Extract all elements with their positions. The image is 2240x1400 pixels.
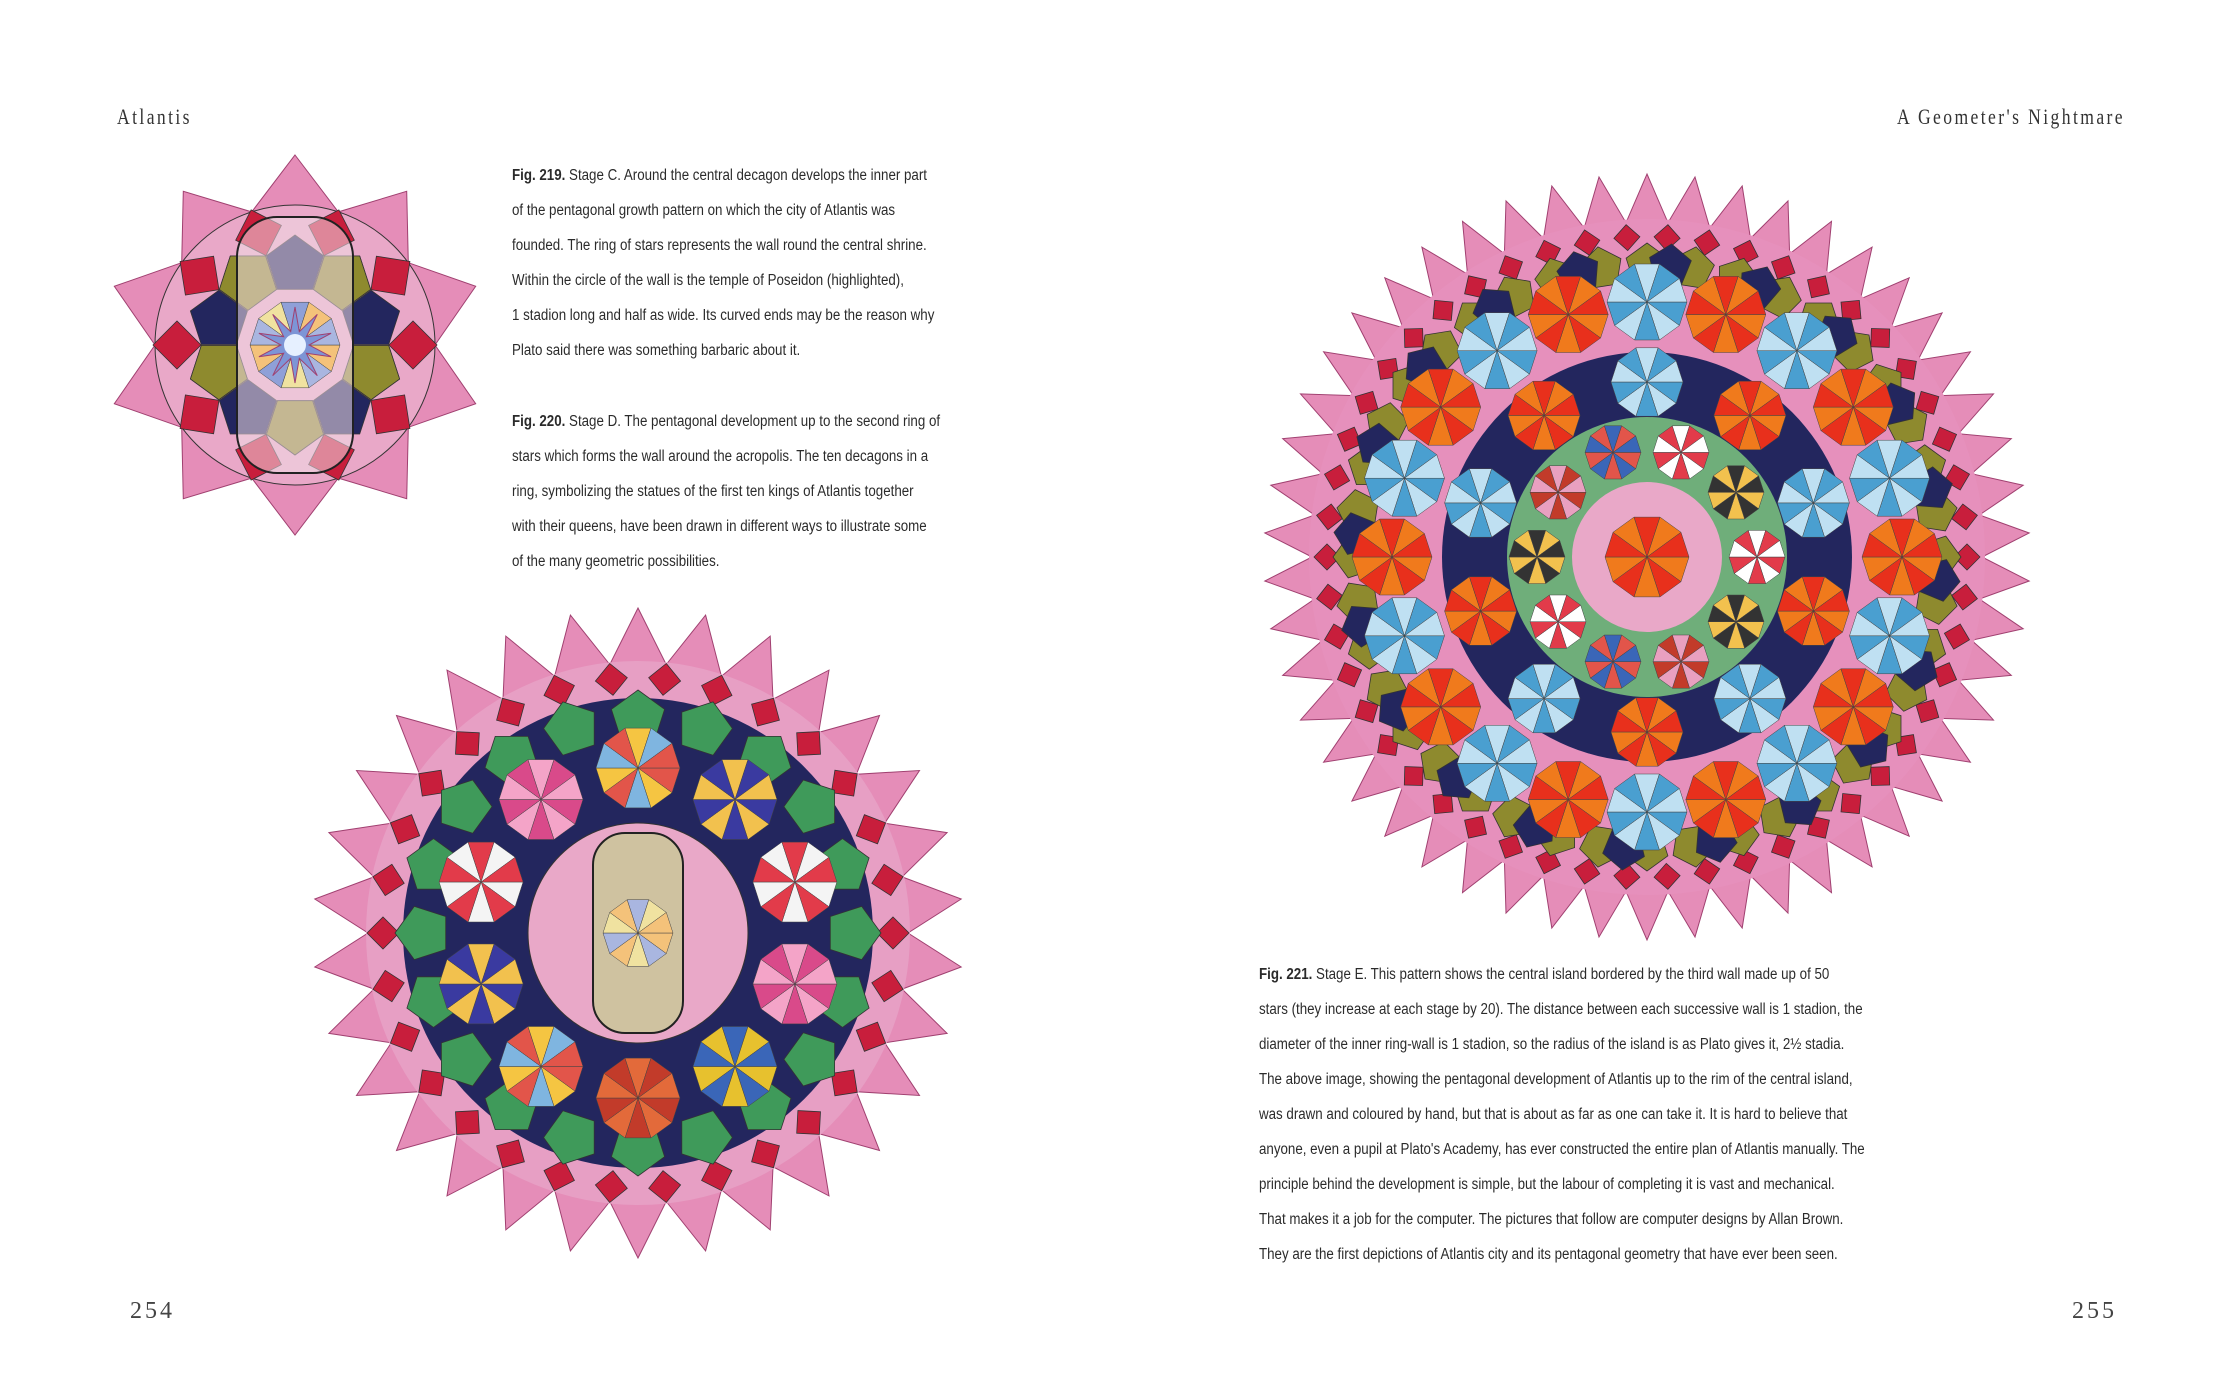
pentagon-tile xyxy=(419,1070,445,1096)
caption-line: of the pentagonal growth pattern on which the city of Atlantis was xyxy=(512,202,896,219)
caption-line: That makes it a job for the computer. The pictures that follow are computer designs by Allan Brown. xyxy=(1259,1211,1844,1228)
caption-line: diameter of the inner ring-wall is 1 stadion, so the radius of the island is as Plato gives it, 2½ stadia. xyxy=(1259,1036,1845,1053)
pentagon-tile xyxy=(456,1111,480,1135)
caption-line: principle behind the development is simple, but the labour of completing it is vast and mechanical. xyxy=(1259,1176,1835,1193)
caption-line: The above image, showing the pentagonal development of Atlantis up to the rim of the central island, xyxy=(1259,1071,1853,1088)
pentagon-tile xyxy=(180,256,219,295)
pentagon-tile xyxy=(797,732,821,756)
caption-fig-221 xyxy=(1259,957,1865,1272)
pentagon-tile xyxy=(180,395,219,434)
pentagon-tile xyxy=(797,1111,821,1135)
caption-line: Within the circle of the wall is the temple of Poseidon (highlighted), xyxy=(512,272,904,289)
pentagon-tile xyxy=(831,770,857,796)
caption-fig-220 xyxy=(512,404,940,579)
caption-line: with their queens, have been drawn in different ways to illustrate some xyxy=(512,518,927,535)
pentagon-tile xyxy=(1808,276,1830,298)
caption-line: Stage D. The pentagonal development up to the second ring of xyxy=(565,413,941,430)
caption-label: Fig. 220. xyxy=(512,413,566,430)
running-header-right: A Geometer's Nightmare xyxy=(1896,104,2125,129)
pentagon-tile xyxy=(1404,767,1423,786)
caption-label: Fig. 221. xyxy=(1259,966,1313,983)
pentagon-tile xyxy=(1465,816,1487,838)
pentagon-tile xyxy=(1871,329,1890,348)
caption-line: Plato said there was something barbaric about it. xyxy=(512,342,801,359)
pentagon-tile xyxy=(831,1070,857,1096)
caption-line: ring, symbolizing the statues of the first ten kings of Atlantis together xyxy=(512,483,914,500)
caption-line: anyone, even a pupil at Plato's Academy, has ever constructed the entire plan of Atlantis manually. The xyxy=(1259,1141,1865,1158)
caption-line: They are the first depictions of Atlantis city and its pentagonal geometry that have ever been seen. xyxy=(1259,1246,1838,1263)
pentagon-tile xyxy=(456,732,480,756)
pentagon-tile xyxy=(1841,794,1861,814)
pentagon-tile xyxy=(1433,300,1453,320)
caption-line: of the many geometric possibilities. xyxy=(512,553,720,570)
caption-line: 1 stadion long and half as wide. Its curved ends may be the reason why xyxy=(512,307,935,324)
caption-line: stars which forms the wall around the acropolis. The ten decagons in a xyxy=(512,448,929,465)
page-number-left: 254 xyxy=(130,1298,175,1324)
pentagon-tile xyxy=(1404,329,1423,348)
pentagon-tile xyxy=(371,395,410,434)
caption-line: was drawn and coloured by hand, but that is about as far as one can take it. It is hard to believe that xyxy=(1259,1106,1848,1123)
caption-line: founded. The ring of stars represents the wall round the central shrine. xyxy=(512,237,927,254)
pentagon-tile xyxy=(371,256,410,295)
caption-line: Stage C. Around the central decagon develops the inner part xyxy=(565,167,927,184)
caption-fig-219 xyxy=(512,158,934,368)
caption-label: Fig. 219. xyxy=(512,167,566,184)
pentagon-tile xyxy=(419,770,445,796)
caption-line: Stage E. This pattern shows the central island bordered by the third wall made up of 50 xyxy=(1312,966,1830,983)
pentagon-tile xyxy=(1871,767,1890,786)
running-header-left: Atlantis xyxy=(117,104,192,129)
figure-219-stage-c-pattern xyxy=(100,150,490,540)
figure-220-stage-d-pattern xyxy=(310,605,966,1261)
center-circle xyxy=(284,334,306,356)
figure-221-stage-e-pattern xyxy=(1262,172,2032,942)
caption-line: stars (they increase at each stage by 20). The distance between each successive wall is 1 stadion, the xyxy=(1259,1001,1863,1018)
page-number-right: 255 xyxy=(2072,1298,2117,1324)
